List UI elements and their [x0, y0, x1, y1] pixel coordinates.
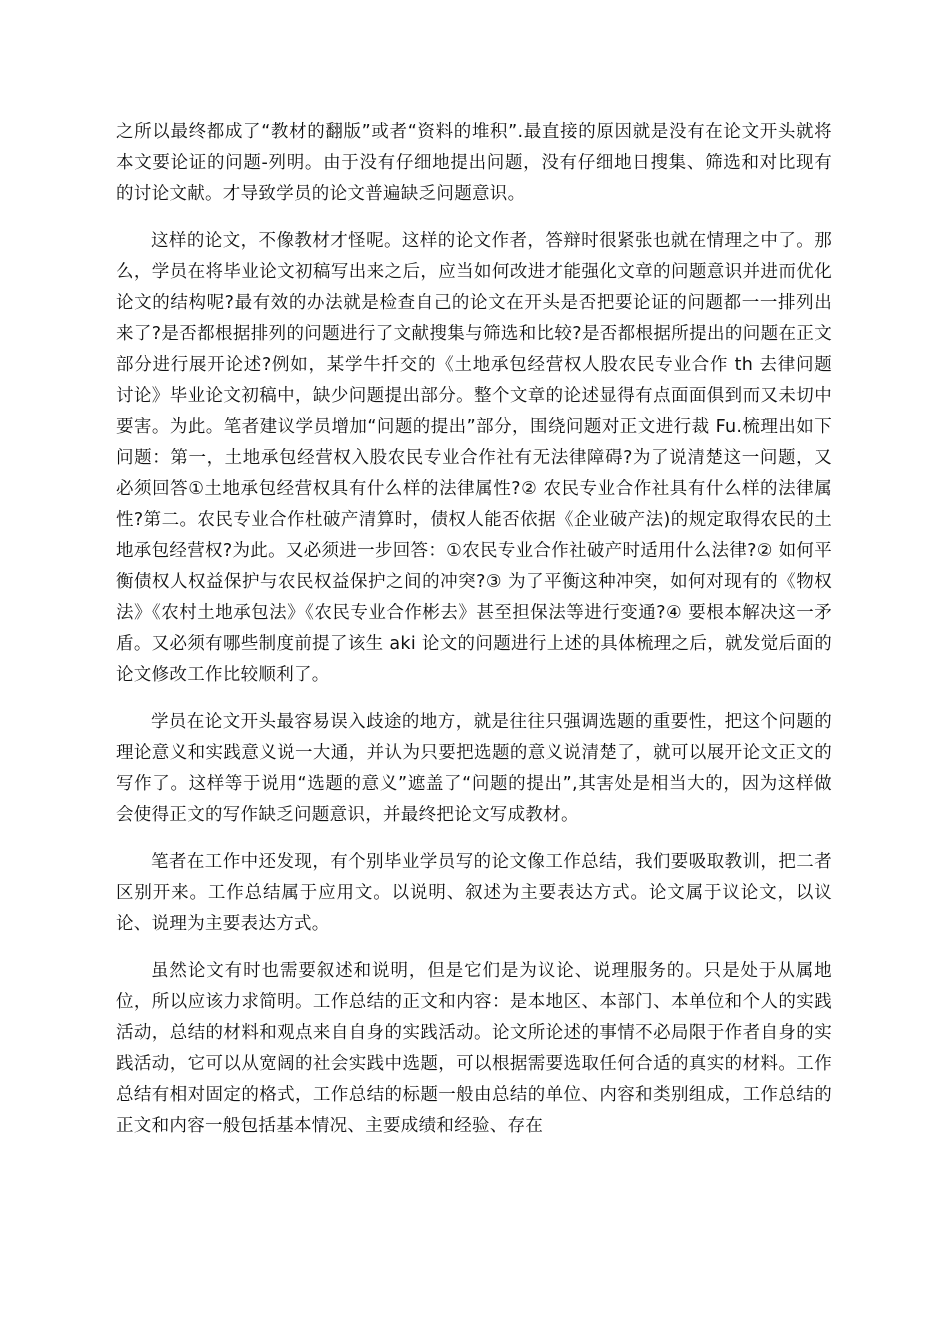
paragraph-4: 笔者在工作中还发现，有个别毕业学员写的论文像工作总结，我们要吸取教训，把二者区别开来。工作总结属于应用文。以说明、叙述为主要表达方式。论文属于议论文，以议论、说理为主要表达方式。	[116, 852, 832, 934]
paragraph-3: 学员在论文开头最容易误入歧途的地方，就是往往只强调选题的重要性，把这个问题的理论意义和实践意义说一大通，并认为只要把选题的意义说清楚了，就可以展开论文正文的写作了。这样等于说用“选题的意义”遮盖了“问题的提出”,其害处是相当大的，因为这样做会使得正文的写作缺乏问题意识，并最终把论文写成教材。	[116, 712, 832, 825]
document-body	[116, 117, 832, 1158]
paragraph-5: 虽然论文有时也需要叙述和说明，但是它们是为议论、说理服务的。只是处于从属地位，所以应该力求简明。工作总结的正文和内容：是本地区、本部门、本单位和个人的实践活动，总结的材料和观点来自自身的实践活动。论文所论述的事情不必局限于作者自身的实践活动，它可以从宽阔的社会实践中选题，可以根据需要选取任何合适的真实的材料。工作总结有相对固定的格式，工作总结的标题一般由总结的单位、内容和类别组成，工作总结的正文和内容一般包括基本情况、主要成绩和经验、存在	[116, 961, 832, 1136]
paragraph-1: 之所以最终都成了“教材的翻版”或者“资料的堆积”.最直接的原因就是没有在论文开头就将本文要论证的问题-列明。由于没有仔细地提出问题，没有仔细地日搜集、筛选和对比现有的讨论文献。才导致学员的论文普遍缺乏问题意识。	[116, 122, 832, 204]
paragraph-2: 这样的论文，不像教材才怪呢。这样的论文作者，答辩时很紧张也就在情理之中了。那么，学员在将毕业论文初稿写出来之后，应当如何改进才能强化文章的问题意识并进而优化论文的结构呢?最有效的办法就是检查自己的论文在开头是否把要论证的问题都一一排列出来了?是否都根据排列的问题进行了文献搜集与筛选和比较?是否都根据所提出的问题在正文部分进行展开论述?例如，某学牛扦交的《土地承包经营权人股农民专业合作 th 去律问题讨论》毕业论文初稿中，缺少问题提出部分。整个文章的论述显得有点面面俱到而又未切中要害。为此。笔者建议学员增加“问题的提出”部分，围绕问题对正文进行裁 Fu.梳理出如下问题：第一，土地承包经营权入股农民专业合作社有无法律障碍?为了说清楚这一问题，又必须回答①土地承包经营权具有什么样的法律属性?② 农民专业合作社具有什么样的法律属性?第二。农民专业合作杜破产清算时，债权人能否依据《企业破产法)的规定取得农民的土地承包经营权?为此。又必须进一步回答：①农民专业合作社破产时适用什么法律?② 如何平衡债权人权益保护与农民权益保护之间的冲突?③ 为了平衡这种冲突，如何对现有的《物权法》《农村土地承包法》《农民专业合作彬去》甚至担保法等进行变通?④ 要根本解决这一矛盾。又必须有哪些制度前提了该生 aki 论文的问题进行上述的具体梳理之后，就发觉后面的论文修改工作比较顺利了。	[116, 231, 832, 685]
